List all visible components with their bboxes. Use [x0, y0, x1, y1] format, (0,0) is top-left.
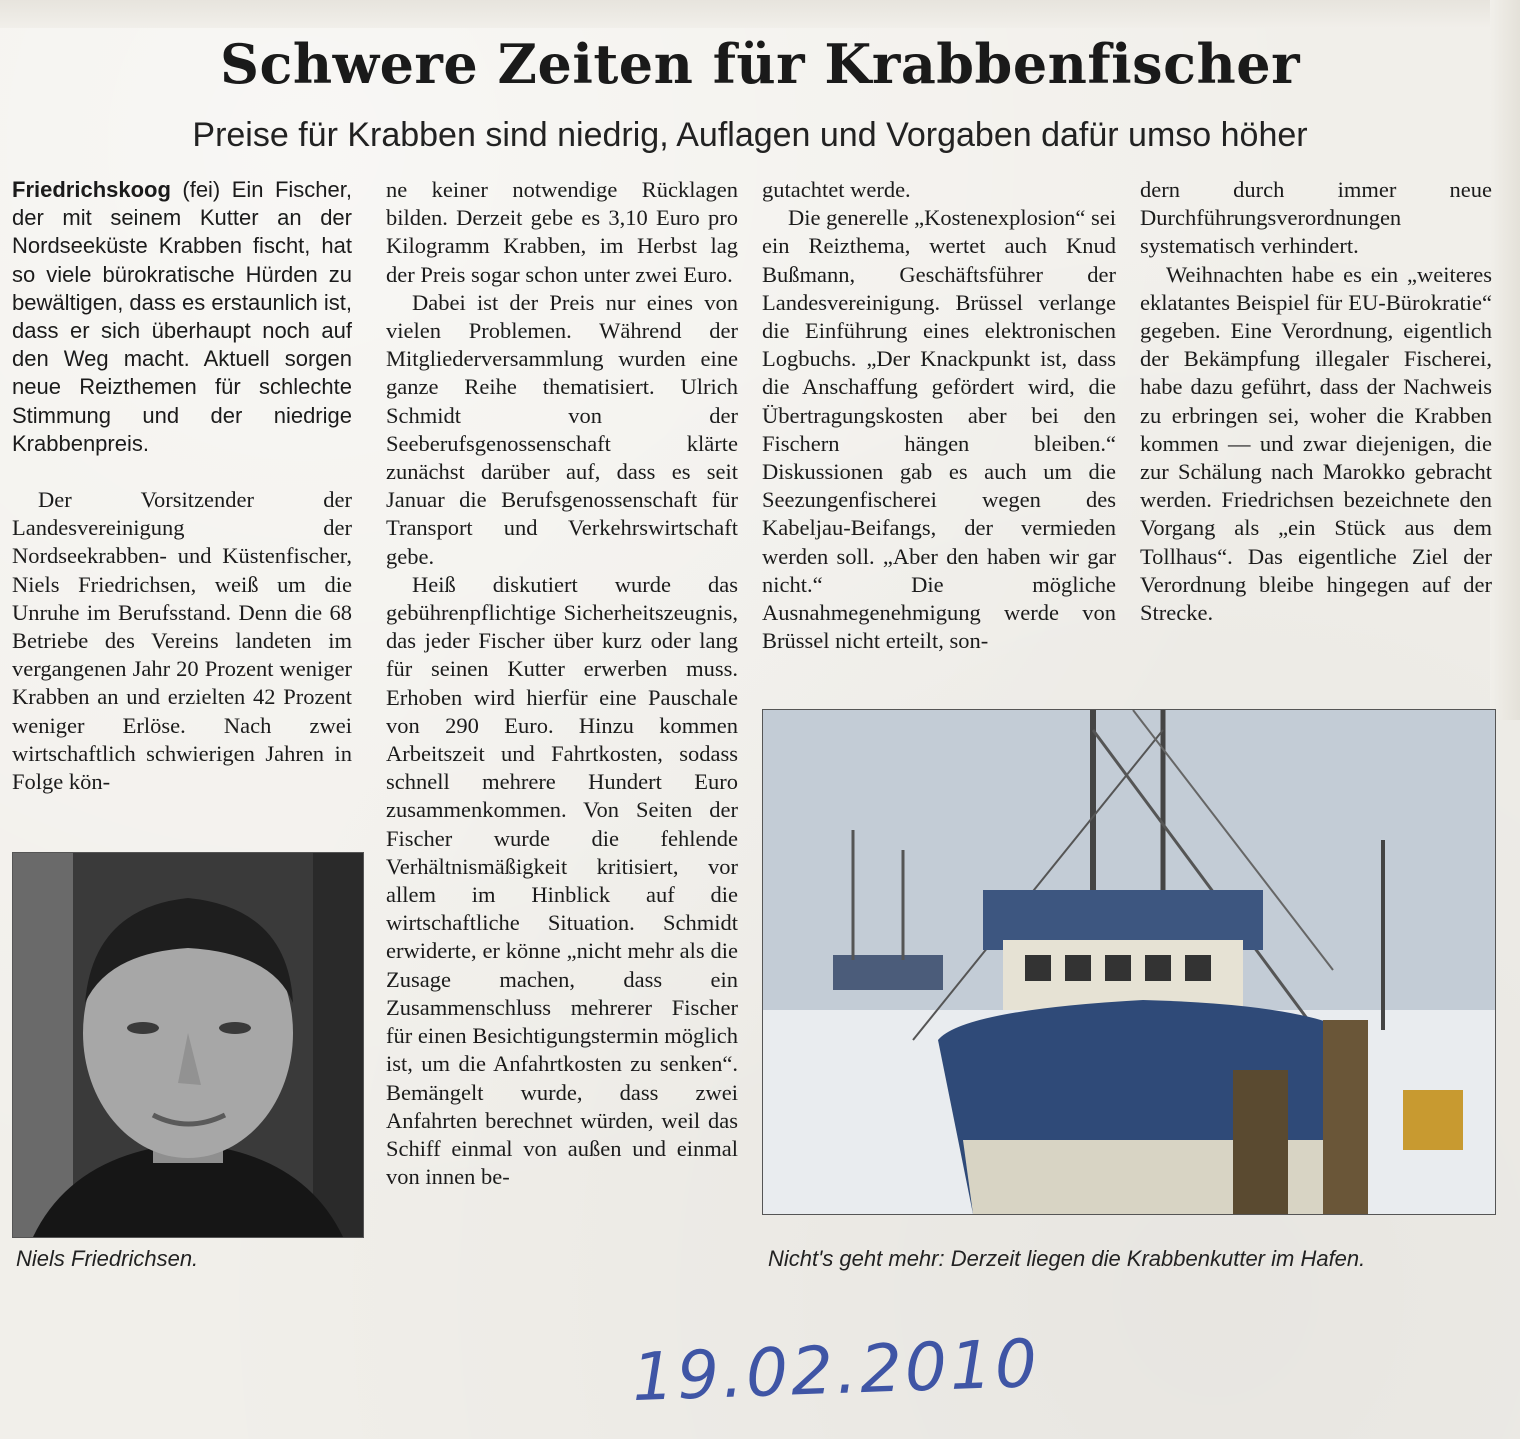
paragraph: Weihnachten habe es ein „weiteres eklatantes Beispiel für EU-Bürokratie“ gegeben. Eine Verordnung, eigentlich der Bekämpfung illegaler Fischerei, habe dazu geführt, dass der Nachweis zu erbringen sei, woher die Krabben kommen — und zwar diejenigen, die zur Schälung nach Marokko gebracht werden. Friedrichsen bezeichnete den Vorgang als „ein Stück aus dem Tollhaus“. Das eigentliche Ziel der Verordnung bleibe hingegen auf der Strecke. — [1140, 261, 1492, 626]
headline: Schwere Zeiten für Krabbenfischer — [219, 32, 1301, 96]
paragraph: Die generelle „Kostenexplosion“ sei ein Reizthema, wertet auch Knud Bußmann, Geschäftsführer der Landesvereinigung. Brüssel verlange die Einführung eines elektronischen Logbuchs. „Der Knackpunkt ist, dass die Anschaffung gefördert wird, die Übertragungskosten aber bei den Fischern hängen bleiben.“ Diskussionen gab es auch um die Seezungenfischerei wegen des Kabeljau-Beifangs, der vermieden werden soll. „Aber den haben wir gar nicht.“ Die mögliche Ausnahmegenehmigung werde von Brüssel nicht erteilt, son- — [762, 205, 1117, 654]
paragraph: Heiß diskutiert wurde das gebührenpflichtige Sicherheitszeugnis, das jeder Fischer über kurz oder lang für seinen Kutter erwerben muss. Erhoben wird hierfür eine Pauschale von 290 Euro. Hinzu kommen Arbeitszeit und Fahrtkosten, sodass schnell mehrere Hundert Euro zusammenkommen. Von Seiten der Fischer wurde die fehlende Verhältnismäßigkeit kritisiert, vor allem im Hinblick auf die wirtschaftliche Situation. Schmidt erwiderte, er könne „nicht mehr als die Zusage machen, dass ein Zusammenschluss mehrerer Fischer für einen Besichtigungstermin möglich ist, um die Anfahrtkosten zu senken“. Bemängelt wurde, dass zwei Anfahrten berechnet würden, weil das Schiff einmal von außen und einmal von innen be- — [386, 571, 738, 1190]
paragraph: dern durch immer neue Durchführungsverordnungen systematisch verhindert. — [1140, 177, 1492, 259]
lead-paragraph — [12, 176, 352, 458]
column-4 — [1140, 176, 1492, 627]
photo-caption-harbor: Nicht's geht mehr: Derzeit liegen die Krabbenkutter im Hafen. — [768, 1246, 1366, 1271]
portrait-illustration — [13, 853, 363, 1237]
photo-caption-portrait: Niels Friedrichsen. — [16, 1246, 199, 1271]
harbor-photo — [762, 709, 1496, 1215]
column-2 — [386, 176, 738, 1191]
paragraph: ne keiner notwendige Rücklagen bilden. Derzeit gebe es 3,10 Euro pro Kilogramm Krabben, im Herbst lag der Preis sogar schon unter zwei Euro. — [386, 177, 738, 287]
scan-edge-right — [1490, 0, 1520, 720]
paragraph: Dabei ist der Preis nur eines von vielen Problemen. Während der Mitgliederversammlung wurden eine ganze Reihe thematisiert. Ulrich Schmidt von der Seeberufsgenossenschaft klärte zunächst darüber auf, dass es seit Januar die Berufsgenossenschaft für Transport und Verkehrswirtschaft gebe. — [386, 289, 738, 569]
handwritten-date: 19.02.2010 — [630, 1324, 1042, 1417]
paragraph: gutachtet werde. — [762, 177, 911, 202]
column-1 — [12, 176, 352, 796]
portrait-photo — [12, 852, 364, 1238]
subheadline: Preise für Krabben sind niedrig, Auflagen und Vorgaben dafür umso höher — [192, 116, 1308, 154]
dateline: Friedrichskoog — [12, 177, 171, 202]
harbor-illustration — [763, 710, 1495, 1214]
paragraph: Der Vorsitzender der Landesvereinigung der Nordseekrabben- und Küstenfischer, Niels Friedrichsen, weiß um die Unruhe im Berufsstand. Denn die 68 Betriebe des Vereins landeten im vergangenen Jahr 20 Prozent weniger Krabben an und erzielten 42 Prozent weniger Erlöse. Nach zwei wirtschaftlich schwierigen Jahren in Folge kön- — [12, 487, 352, 795]
column-3 — [762, 176, 1116, 655]
scan-edge-top — [0, 0, 1520, 28]
lead-text: (fei) Ein Fischer, der mit seinem Kutter an der Nordseeküste Krabben fischt, hat so viele bürokratische Hürden zu bewältigen, dass es erstaunlich ist, dass er sich überhaupt noch auf den Weg macht. Aktuell sorgen neue Reizthemen für schlechte Stimmung und der niedrige Krabbenpreis. — [12, 177, 352, 456]
